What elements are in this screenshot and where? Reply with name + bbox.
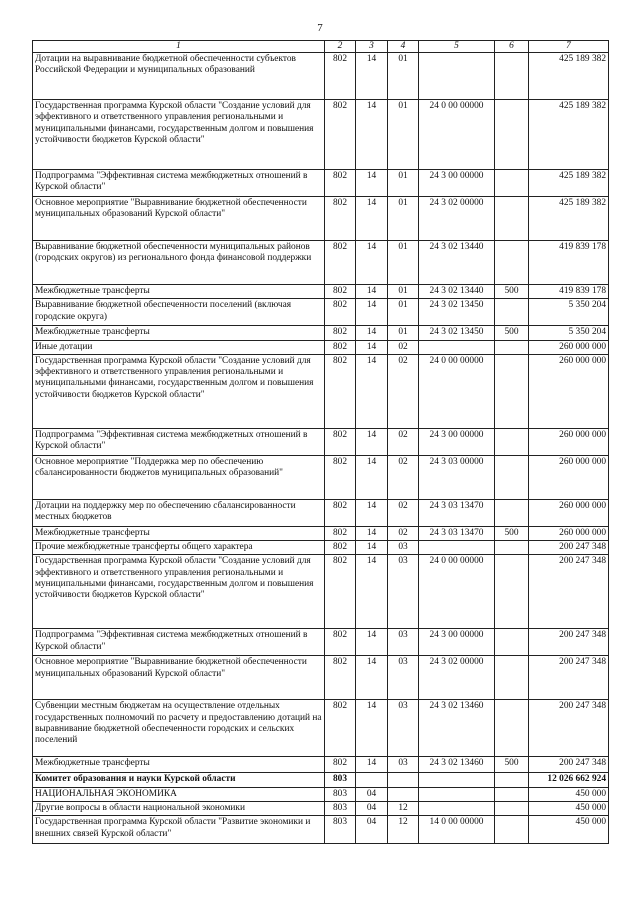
row-grbs-code: 803 bbox=[325, 773, 356, 787]
row-expense-type bbox=[495, 816, 529, 844]
row-subsection-code: 02 bbox=[388, 428, 419, 455]
row-target-code: 24 0 00 00000 bbox=[419, 354, 495, 428]
row-target-code: 24 0 00 00000 bbox=[419, 555, 495, 629]
row-target-code: 24 3 03 13470 bbox=[419, 499, 495, 526]
row-grbs-code: 802 bbox=[325, 354, 356, 428]
table-row bbox=[33, 100, 609, 170]
header-row bbox=[33, 41, 609, 53]
row-amount: 260 000 000 bbox=[529, 428, 609, 455]
table-row bbox=[33, 700, 609, 757]
row-expense-type: 500 bbox=[495, 326, 529, 340]
table-row bbox=[33, 285, 609, 299]
row-subsection-code: 01 bbox=[388, 197, 419, 241]
row-target-code bbox=[419, 787, 495, 801]
row-subsection-code: 02 bbox=[388, 455, 419, 499]
row-subsection-code: 01 bbox=[388, 170, 419, 197]
row-expense-type bbox=[495, 787, 529, 801]
row-subsection-code: 03 bbox=[388, 757, 419, 773]
row-section-code: 14 bbox=[356, 241, 388, 285]
row-grbs-code: 802 bbox=[325, 555, 356, 629]
row-target-code: 24 3 02 13450 bbox=[419, 299, 495, 326]
row-subsection-code: 01 bbox=[388, 53, 419, 100]
row-target-code: 24 3 00 00000 bbox=[419, 629, 495, 656]
row-amount: 450 000 bbox=[529, 787, 609, 801]
row-target-code: 24 0 00 00000 bbox=[419, 100, 495, 170]
row-grbs-code: 802 bbox=[325, 541, 356, 555]
table-row bbox=[33, 499, 609, 526]
table-row bbox=[33, 241, 609, 285]
row-name: Выравнивание бюджетной обеспеченности поселений (включая городские округа) bbox=[33, 299, 325, 326]
column-header: 3 bbox=[356, 41, 388, 53]
row-amount: 200 247 348 bbox=[529, 757, 609, 773]
row-section-code: 14 bbox=[356, 455, 388, 499]
row-grbs-code: 802 bbox=[325, 100, 356, 170]
row-name: Подпрограмма "Эффективная система межбюджетных отношений в Курской области" bbox=[33, 629, 325, 656]
row-target-code: 24 3 02 00000 bbox=[419, 197, 495, 241]
row-subsection-code: 03 bbox=[388, 629, 419, 656]
row-expense-type bbox=[495, 53, 529, 100]
row-amount: 450 000 bbox=[529, 802, 609, 816]
row-subsection-code: 01 bbox=[388, 299, 419, 326]
row-grbs-code: 802 bbox=[325, 629, 356, 656]
row-grbs-code: 802 bbox=[325, 656, 356, 700]
row-target-code: 24 3 02 13460 bbox=[419, 757, 495, 773]
row-section-code: 14 bbox=[356, 100, 388, 170]
row-amount: 419 839 178 bbox=[529, 241, 609, 285]
row-section-code: 14 bbox=[356, 757, 388, 773]
row-subsection-code: 02 bbox=[388, 526, 419, 540]
row-amount: 260 000 000 bbox=[529, 354, 609, 428]
row-expense-type bbox=[495, 656, 529, 700]
table-row bbox=[33, 526, 609, 540]
column-header: 6 bbox=[495, 41, 529, 53]
row-section-code: 14 bbox=[356, 340, 388, 354]
row-target-code bbox=[419, 340, 495, 354]
row-section-code: 14 bbox=[356, 499, 388, 526]
row-target-code bbox=[419, 773, 495, 787]
row-expense-type bbox=[495, 299, 529, 326]
table-row bbox=[33, 802, 609, 816]
table-row bbox=[33, 326, 609, 340]
row-grbs-code: 802 bbox=[325, 428, 356, 455]
row-amount: 5 350 204 bbox=[529, 299, 609, 326]
row-subsection-code bbox=[388, 773, 419, 787]
row-name: Межбюджетные трансферты bbox=[33, 326, 325, 340]
row-name: Межбюджетные трансферты bbox=[33, 757, 325, 773]
row-expense-type bbox=[495, 100, 529, 170]
row-section-code: 04 bbox=[356, 787, 388, 801]
row-subsection-code: 12 bbox=[388, 816, 419, 844]
row-name: Дотации на поддержку мер по обеспечению сбалансированности местных бюджетов bbox=[33, 499, 325, 526]
row-expense-type: 500 bbox=[495, 285, 529, 299]
budget-table bbox=[32, 40, 609, 844]
row-amount: 425 189 382 bbox=[529, 100, 609, 170]
row-expense-type bbox=[495, 340, 529, 354]
row-grbs-code: 802 bbox=[325, 326, 356, 340]
row-amount: 425 189 382 bbox=[529, 197, 609, 241]
row-name: Государственная программа Курской области "Создание условий для эффективного и ответственного управления региональными и муниципальными финансами, государственным долгом и повышения устойчивости бюджетов Курской области" bbox=[33, 354, 325, 428]
row-name: Государственная программа Курской области "Создание условий для эффективного и ответственного управления региональными и муниципальными финансами, государственным долгом и повышения устойчивости бюджетов Курской области" bbox=[33, 100, 325, 170]
table-row bbox=[33, 787, 609, 801]
column-header: 7 bbox=[529, 41, 609, 53]
row-grbs-code: 802 bbox=[325, 299, 356, 326]
row-target-code: 14 0 00 00000 bbox=[419, 816, 495, 844]
row-grbs-code: 802 bbox=[325, 53, 356, 100]
column-header: 4 bbox=[388, 41, 419, 53]
row-amount: 200 247 348 bbox=[529, 629, 609, 656]
row-section-code: 14 bbox=[356, 526, 388, 540]
row-grbs-code: 802 bbox=[325, 170, 356, 197]
row-target-code: 24 3 00 00000 bbox=[419, 428, 495, 455]
row-expense-type bbox=[495, 428, 529, 455]
row-section-code: 14 bbox=[356, 541, 388, 555]
row-target-code bbox=[419, 802, 495, 816]
row-name: Прочие межбюджетные трансферты общего характера bbox=[33, 541, 325, 555]
row-target-code: 24 3 02 13440 bbox=[419, 241, 495, 285]
row-amount: 200 247 348 bbox=[529, 656, 609, 700]
row-name: Дотации на выравнивание бюджетной обеспеченности субъектов Российской Федерации и муниципальных образований bbox=[33, 53, 325, 100]
row-expense-type: 500 bbox=[495, 757, 529, 773]
column-header: 2 bbox=[325, 41, 356, 53]
row-amount: 260 000 000 bbox=[529, 340, 609, 354]
table-row bbox=[33, 53, 609, 100]
row-expense-type bbox=[495, 354, 529, 428]
row-target-code bbox=[419, 53, 495, 100]
row-target-code: 24 3 02 13460 bbox=[419, 700, 495, 757]
row-target-code: 24 3 02 13440 bbox=[419, 285, 495, 299]
row-section-code: 14 bbox=[356, 428, 388, 455]
row-grbs-code: 802 bbox=[325, 499, 356, 526]
row-amount: 200 247 348 bbox=[529, 700, 609, 757]
row-name: Выравнивание бюджетной обеспеченности муниципальных районов (городских округов) из регионального фонда финансовой поддержки bbox=[33, 241, 325, 285]
table-row bbox=[33, 656, 609, 700]
table-row bbox=[33, 816, 609, 844]
row-amount: 260 000 000 bbox=[529, 499, 609, 526]
row-name: НАЦИОНАЛЬНАЯ ЭКОНОМИКА bbox=[33, 787, 325, 801]
row-section-code: 04 bbox=[356, 802, 388, 816]
row-amount: 200 247 348 bbox=[529, 541, 609, 555]
row-subsection-code: 02 bbox=[388, 499, 419, 526]
table-row bbox=[33, 354, 609, 428]
table-row bbox=[33, 455, 609, 499]
row-section-code: 14 bbox=[356, 285, 388, 299]
row-subsection-code: 03 bbox=[388, 555, 419, 629]
row-target-code: 24 3 02 13450 bbox=[419, 326, 495, 340]
row-name: Комитет образования и науки Курской области bbox=[33, 773, 325, 787]
row-expense-type bbox=[495, 773, 529, 787]
row-subsection-code: 03 bbox=[388, 541, 419, 555]
table-row bbox=[33, 340, 609, 354]
row-name: Подпрограмма "Эффективная система межбюджетных отношений в Курской области" bbox=[33, 428, 325, 455]
table-row bbox=[33, 757, 609, 773]
row-expense-type bbox=[495, 700, 529, 757]
row-section-code: 14 bbox=[356, 170, 388, 197]
row-target-code: 24 3 03 00000 bbox=[419, 455, 495, 499]
row-name: Государственная программа Курской области "Создание условий для эффективного и ответственного управления региональными и муниципальными финансами, государственным долгом и повышения устойчивости бюджетов Курской области" bbox=[33, 555, 325, 629]
row-section-code: 14 bbox=[356, 629, 388, 656]
table-row bbox=[33, 197, 609, 241]
row-grbs-code: 802 bbox=[325, 757, 356, 773]
row-name: Межбюджетные трансферты bbox=[33, 526, 325, 540]
row-section-code: 14 bbox=[356, 326, 388, 340]
row-grbs-code: 802 bbox=[325, 455, 356, 499]
row-grbs-code: 802 bbox=[325, 241, 356, 285]
row-name: Субвенции местным бюджетам на осуществление отдельных государственных полномочий по расчету и предоставлению дотаций на выравнивание бюджетной обеспеченности городских и сельских поселений bbox=[33, 700, 325, 757]
row-section-code: 14 bbox=[356, 197, 388, 241]
row-target-code: 24 3 02 00000 bbox=[419, 656, 495, 700]
row-section-code bbox=[356, 773, 388, 787]
row-section-code: 04 bbox=[356, 816, 388, 844]
row-expense-type bbox=[495, 555, 529, 629]
row-grbs-code: 803 bbox=[325, 816, 356, 844]
row-name: Основное мероприятие "Выравнивание бюджетной обеспеченности муниципальных образований Курской области" bbox=[33, 197, 325, 241]
row-subsection-code: 03 bbox=[388, 656, 419, 700]
row-grbs-code: 802 bbox=[325, 526, 356, 540]
row-expense-type bbox=[495, 455, 529, 499]
page-number: 7 bbox=[317, 22, 323, 34]
row-name: Межбюджетные трансферты bbox=[33, 285, 325, 299]
table-row bbox=[33, 299, 609, 326]
row-expense-type bbox=[495, 197, 529, 241]
row-subsection-code: 12 bbox=[388, 802, 419, 816]
row-grbs-code: 802 bbox=[325, 340, 356, 354]
row-amount: 5 350 204 bbox=[529, 326, 609, 340]
row-target-code bbox=[419, 541, 495, 555]
row-expense-type bbox=[495, 499, 529, 526]
table-row bbox=[33, 773, 609, 787]
row-expense-type bbox=[495, 629, 529, 656]
row-subsection-code: 01 bbox=[388, 100, 419, 170]
row-section-code: 14 bbox=[356, 53, 388, 100]
row-amount: 200 247 348 bbox=[529, 555, 609, 629]
row-amount: 425 189 382 bbox=[529, 53, 609, 100]
row-name: Иные дотации bbox=[33, 340, 325, 354]
row-grbs-code: 802 bbox=[325, 197, 356, 241]
row-subsection-code: 01 bbox=[388, 326, 419, 340]
row-section-code: 14 bbox=[356, 555, 388, 629]
row-name: Другие вопросы в области национальной экономики bbox=[33, 802, 325, 816]
row-grbs-code: 802 bbox=[325, 700, 356, 757]
row-name: Государственная программа Курской области "Развитие экономики и внешних связей Курской области" bbox=[33, 816, 325, 844]
row-expense-type bbox=[495, 802, 529, 816]
row-name: Основное мероприятие "Поддержка мер по обеспечению сбалансированности бюджетов муниципальных образований" bbox=[33, 455, 325, 499]
row-amount: 260 000 000 bbox=[529, 526, 609, 540]
table-body bbox=[33, 53, 609, 844]
row-name: Основное мероприятие "Выравнивание бюджетной обеспеченности муниципальных образований Курской области" bbox=[33, 656, 325, 700]
row-expense-type bbox=[495, 541, 529, 555]
row-section-code: 14 bbox=[356, 354, 388, 428]
table-row bbox=[33, 629, 609, 656]
row-amount: 12 026 662 924 bbox=[529, 773, 609, 787]
table-row bbox=[33, 555, 609, 629]
row-subsection-code: 02 bbox=[388, 354, 419, 428]
row-subsection-code: 01 bbox=[388, 285, 419, 299]
column-header: 1 bbox=[33, 41, 325, 53]
row-amount: 260 000 000 bbox=[529, 455, 609, 499]
row-subsection-code: 01 bbox=[388, 241, 419, 285]
row-expense-type bbox=[495, 170, 529, 197]
row-grbs-code: 803 bbox=[325, 802, 356, 816]
row-grbs-code: 803 bbox=[325, 787, 356, 801]
row-target-code: 24 3 03 13470 bbox=[419, 526, 495, 540]
row-subsection-code bbox=[388, 787, 419, 801]
table-row bbox=[33, 428, 609, 455]
row-subsection-code: 03 bbox=[388, 700, 419, 757]
table-row bbox=[33, 170, 609, 197]
row-amount: 450 000 bbox=[529, 816, 609, 844]
row-amount: 419 839 178 bbox=[529, 285, 609, 299]
column-header: 5 bbox=[419, 41, 495, 53]
row-subsection-code: 02 bbox=[388, 340, 419, 354]
row-grbs-code: 802 bbox=[325, 285, 356, 299]
row-amount: 425 189 382 bbox=[529, 170, 609, 197]
row-name: Подпрограмма "Эффективная система межбюджетных отношений в Курской области" bbox=[33, 170, 325, 197]
row-expense-type bbox=[495, 241, 529, 285]
row-expense-type: 500 bbox=[495, 526, 529, 540]
row-section-code: 14 bbox=[356, 299, 388, 326]
table-row bbox=[33, 541, 609, 555]
row-target-code: 24 3 00 00000 bbox=[419, 170, 495, 197]
row-section-code: 14 bbox=[356, 656, 388, 700]
row-section-code: 14 bbox=[356, 700, 388, 757]
